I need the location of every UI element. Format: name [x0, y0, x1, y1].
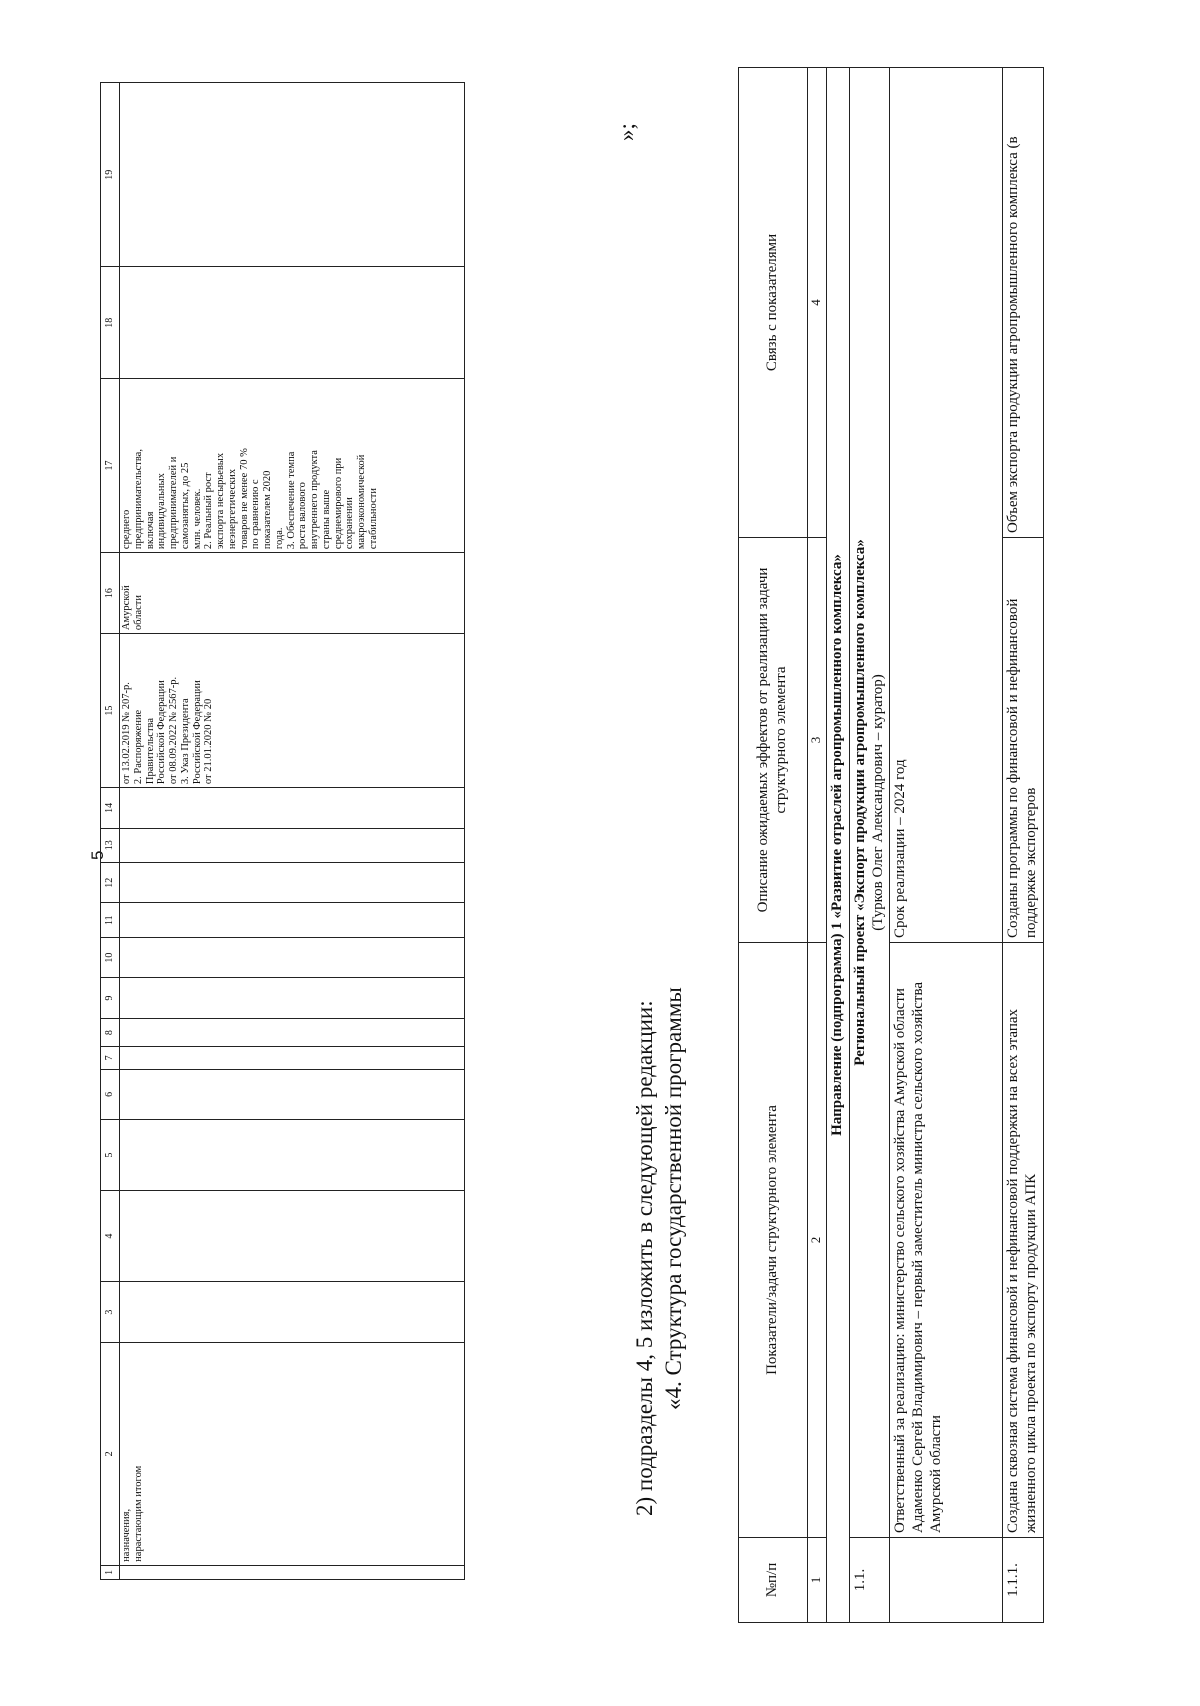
section-heading-line-1: 2) подразделы 4, 5 изложить в следующей редакции: — [632, 1000, 657, 1516]
table2-header-tasks: Показатели/задачи структурного элемента — [739, 943, 808, 1538]
item-number: 1.1.1. — [1003, 1538, 1043, 1623]
project-cell — [850, 68, 890, 1538]
table1-cell-17: среднего предпринимательства, включая индивидуальных предпринимателей и самозанятых, до 25 млн. человек. 2. Реальный рост экспорта несырьевых неэнергетических товаров не менее 70 % по сравнению с показателем 2020 года. 3. Обеспечение темпа роста валового внутреннего продукта страны выше среднемирового при сохранении макроэкономической стабильности — [120, 378, 465, 552]
table2-colnum-4: 4 — [808, 68, 827, 538]
table1-col-11: 11 — [101, 903, 120, 937]
table2-header-num: №п/п — [739, 1538, 808, 1623]
table1-cell-6 — [120, 1069, 465, 1120]
table1-cell-9 — [120, 978, 465, 1019]
table1-cell-19 — [120, 83, 465, 267]
table1-cell-7 — [120, 1047, 465, 1069]
table2-colnum-3: 3 — [808, 538, 827, 943]
table1-col-6: 6 — [101, 1069, 120, 1120]
table2-header-link: Связь с показателями — [739, 68, 808, 538]
table1-cell-11 — [120, 903, 465, 937]
project-number: 1.1. — [850, 1538, 890, 1623]
table2-column-numbers — [808, 68, 827, 1623]
table1-cell-4 — [120, 1191, 465, 1282]
direction-title: Направление (подпрограмма) 1 «Развитие отраслей агропромышленного комплекса» — [827, 68, 850, 1623]
table1-col-16: 16 — [101, 553, 120, 634]
table1-cell-2: назначения, нарастающим итогом — [120, 1343, 465, 1566]
table1-col-12: 12 — [101, 862, 120, 903]
table1-cell-15: от 13.02.2019 № 207-р. 2. Распоряжение Правительства Российской Федерации от 08.09.2022 № 2567-р. 3. Указ Президента Российской Федерации от 21.01.2020 № 20 — [120, 634, 465, 788]
table2-item-row — [1003, 68, 1043, 1623]
table1-cell-1 — [120, 1565, 465, 1579]
table2-colnum-1: 1 — [808, 1538, 827, 1623]
table1-col-7: 7 — [101, 1047, 120, 1069]
table1-cell-3 — [120, 1282, 465, 1343]
item-task: Создана сквозная система финансовой и нефинансовой поддержки на всех этапах жизненного цикла проекта по экспорту продукции АПК — [1003, 943, 1043, 1538]
item-effect: Созданы программы по финансовой и нефинансовой поддержке экспортеров — [1003, 538, 1043, 943]
table1-cell-10 — [120, 937, 465, 978]
table2-direction-row — [827, 68, 850, 1623]
table1-row — [120, 83, 465, 1580]
table1-cell-16: Амурской области — [120, 553, 465, 634]
term-text: Срок реализации – 2024 год — [890, 68, 1003, 943]
table2-responsible-row — [890, 68, 1003, 1623]
table1-col-18: 18 — [101, 267, 120, 378]
table1-col-8: 8 — [101, 1018, 120, 1046]
table1-col-15: 15 — [101, 634, 120, 788]
table1-col-19: 19 — [101, 83, 120, 267]
project-title: Региональный проект «Экспорт продукции агропромышленного комплекса» — [852, 539, 868, 1066]
table-continued — [100, 82, 465, 1580]
table1-col-2: 2 — [101, 1343, 120, 1566]
table1-col-5: 5 — [101, 1120, 120, 1191]
table1-cell-18 — [120, 267, 465, 378]
table1-col-13: 13 — [101, 828, 120, 862]
table1-cell-8 — [120, 1018, 465, 1046]
closing-quote: »; — [614, 123, 639, 141]
table1-cell-13 — [120, 828, 465, 862]
section-heading-line-2: «4. Структура государственной программы — [661, 987, 686, 1410]
responsible-num-cell — [890, 1538, 1003, 1623]
table1-cell-12 — [120, 862, 465, 903]
table1-col-4: 4 — [101, 1191, 120, 1282]
table2-colnum-2: 2 — [808, 943, 827, 1538]
page-number: 5 — [88, 850, 107, 860]
responsible-text: Ответственный за реализацию: министерство сельского хозяйства Амурской области Адаменко Сергей Владимирович – первый заместитель министра сельского хозяйства Амурской области — [890, 943, 1003, 1538]
item-link: Объем экспорта продукции агропромышленного комплекса (в — [1003, 68, 1043, 538]
table2-project-row — [850, 68, 890, 1623]
table1-col-3: 3 — [101, 1282, 120, 1343]
table1-col-14: 14 — [101, 788, 120, 829]
table1-col-9: 9 — [101, 978, 120, 1019]
table1-header-row — [101, 83, 120, 1580]
project-curator: (Турков Олег Александрович – куратор) — [869, 674, 886, 931]
table1-col-1: 1 — [101, 1565, 120, 1579]
table2-header-effects: Описание ожидаемых эффектов от реализации задачи структурного элемента — [739, 538, 808, 943]
table1-col-10: 10 — [101, 937, 120, 978]
table1-cell-14 — [120, 788, 465, 829]
table2-header-row — [739, 68, 808, 1623]
table1-cell-5 — [120, 1120, 465, 1191]
table1-col-17: 17 — [101, 378, 120, 552]
program-structure-table — [738, 67, 1044, 1623]
